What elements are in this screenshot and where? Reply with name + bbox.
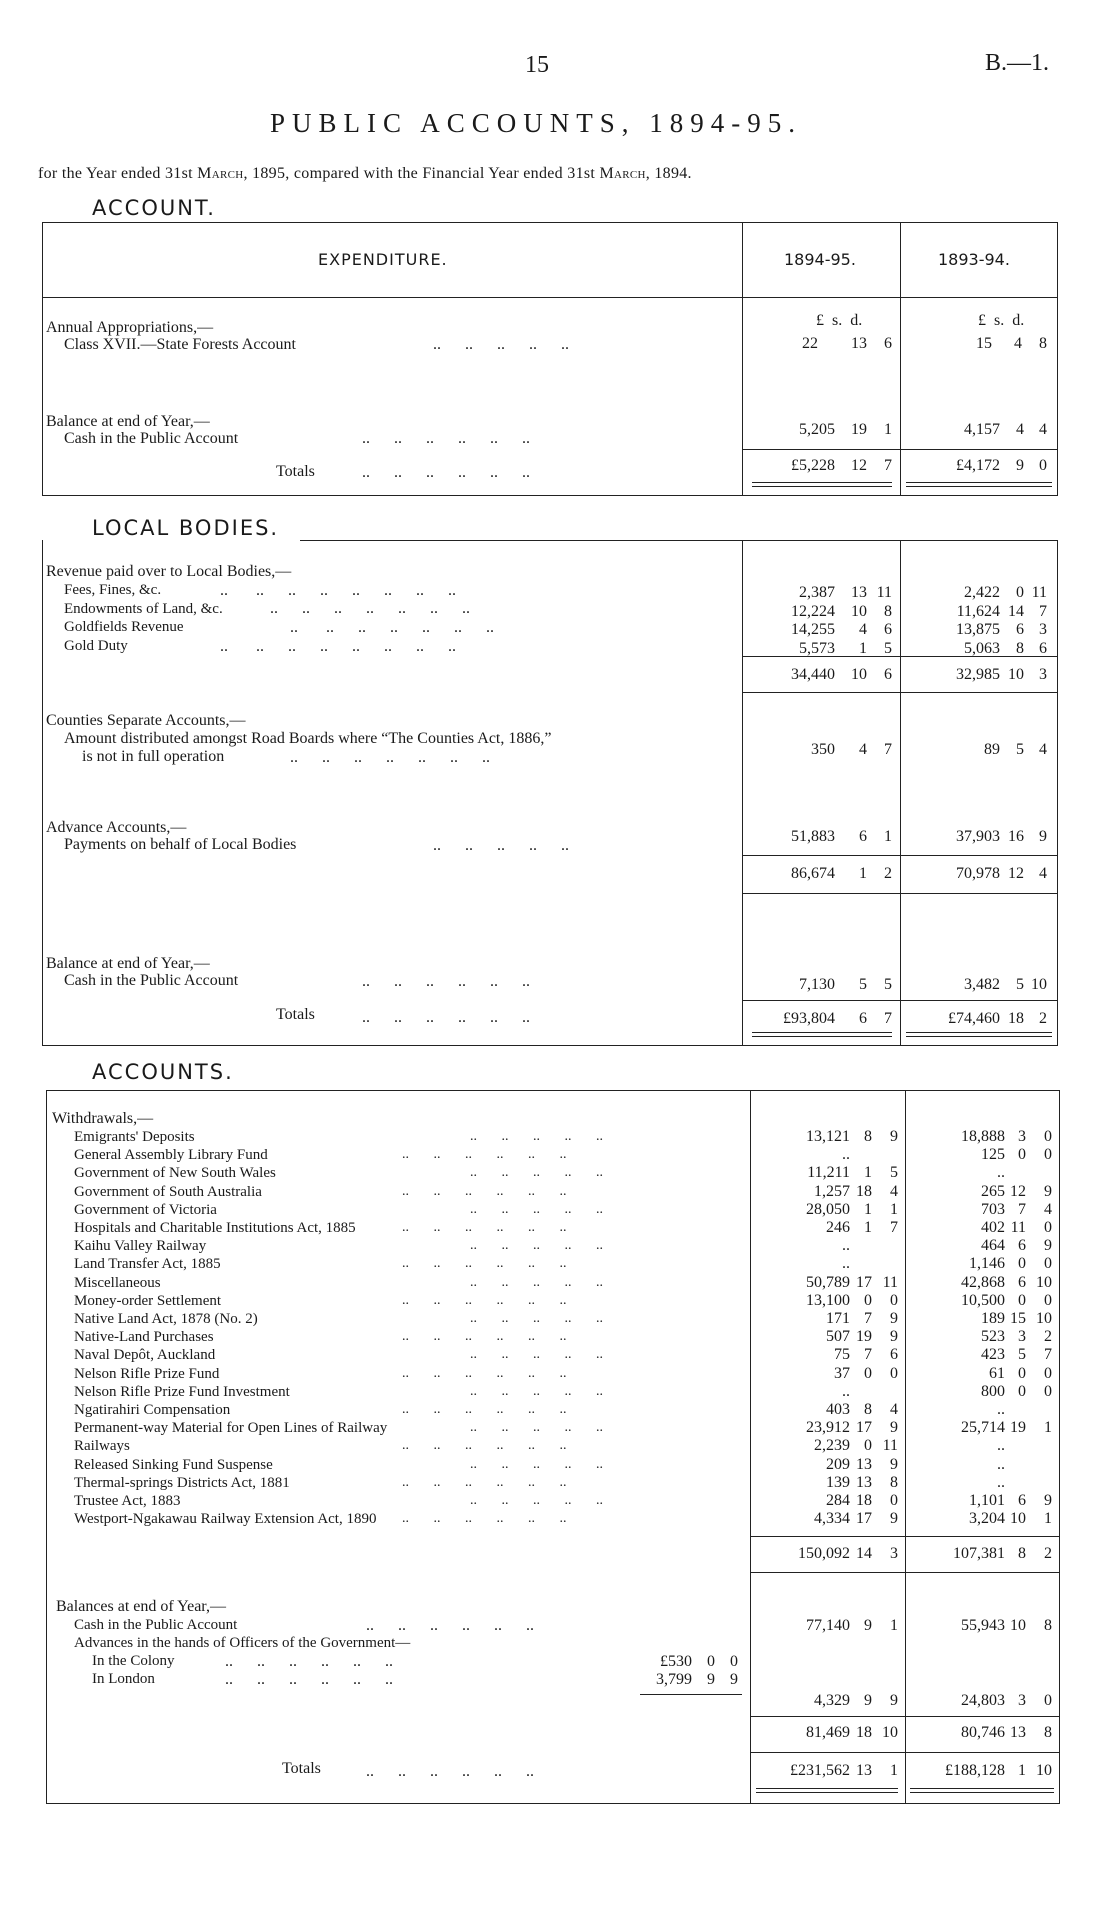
leader-dots: .. .. .. .. .. .. [362, 973, 530, 990]
amount-distributed-label: Amount distributed amongst Road Boards where “The Counties Act, 1886,” [64, 730, 552, 747]
leader-dots: .. .. .. .. .. .. [362, 430, 530, 447]
leader-dots: .. .. .. .. .. .. [402, 1292, 567, 1308]
balance-label: Balance at end of Year,— [46, 413, 210, 430]
leader-dots: .. .. .. .. .. [470, 1274, 603, 1290]
leader-dots: .. .. .. .. .. .. .. .. [220, 582, 456, 599]
withdrawal-row-label: Thermal-springs Districts Act, 1881 [74, 1474, 290, 1491]
totals-label: Totals [276, 463, 315, 480]
revenue-row-label: Gold Duty [64, 638, 128, 654]
leader-dots: .. .. .. .. .. [470, 1347, 603, 1363]
leader-dots: .. .. .. .. .. .. .. .. [220, 638, 456, 655]
annual-appropriations-label: Annual Appropriations,— [46, 319, 214, 336]
section-heading-account: ACCOUNT. [92, 196, 216, 220]
leader-dots: .. .. .. .. .. .. [225, 1671, 393, 1688]
withdrawal-row-label: Kaihu Valley Railway [74, 1238, 207, 1255]
page-number: 15 [525, 52, 549, 78]
in-london-label: In London [92, 1671, 155, 1687]
counties-label: Counties Separate Accounts,— [46, 712, 246, 729]
withdrawal-row-label: Government of Victoria [74, 1201, 217, 1218]
column-header-expenditure: EXPENDITURE. [318, 250, 448, 269]
revenue-row-label: Fees, Fines, &c. [64, 582, 162, 598]
leader-dots: .. .. .. .. .. .. .. [290, 749, 490, 766]
subtitle-mid: , 1895, compared with the Financial Year ended 31st [243, 165, 600, 182]
balances-label: Balances at end of Year,— [56, 1598, 226, 1615]
leader-dots: .. .. .. .. .. .. [402, 1183, 567, 1199]
withdrawal-row-label: Released Sinking Fund Suspense [74, 1456, 273, 1473]
withdrawal-row-label: Trustee Act, 1883 [74, 1493, 181, 1509]
subtitle-march-2: March [599, 165, 646, 182]
withdrawal-row-label: Miscellaneous [74, 1274, 161, 1291]
leader-dots: .. .. .. .. .. .. [366, 1617, 534, 1634]
cash-label: Cash in the Public Account [64, 972, 239, 989]
in-the-colony-label: In the Colony [92, 1653, 175, 1669]
leader-dots: .. .. .. .. .. .. [402, 1402, 567, 1417]
withdrawal-row-label: Westport-Ngakawau Railway Extension Act, 1890 [74, 1511, 377, 1528]
leader-dots: .. .. .. .. .. [470, 1238, 603, 1254]
leader-dots: .. .. .. .. .. [470, 1493, 603, 1508]
currency-units-b: £ s. d. [978, 312, 1025, 329]
leader-dots: .. .. .. .. .. [470, 1129, 603, 1144]
withdrawal-row-label: Native Land Act, 1878 (No. 2) [74, 1311, 258, 1327]
withdrawal-row-label: General Assembly Library Fund [74, 1147, 268, 1164]
leader-dots: .. .. .. .. .. .. [366, 1763, 534, 1780]
not-in-full-operation-label: is not in full operation [82, 748, 225, 765]
withdrawal-row-label: Nelson Rifle Prize Fund [74, 1365, 220, 1382]
leader-dots: .. .. .. .. .. .. [402, 1220, 567, 1235]
withdrawal-row-label: Emigrants' Deposits [74, 1129, 195, 1145]
leader-dots: .. .. .. .. .. [470, 1201, 603, 1217]
withdrawals-label: Withdrawals,— [52, 1110, 154, 1127]
withdrawal-row-label: Naval Depôt, Auckland [74, 1347, 216, 1364]
leader-dots: .. .. .. .. .. .. .. [270, 600, 470, 617]
leader-dots: .. .. .. .. .. [470, 1456, 603, 1472]
leader-dots: .. .. .. .. .. [470, 1383, 603, 1399]
leader-dots: .. .. .. .. .. .. [402, 1147, 567, 1163]
class-xvii-label: Class XVII.—State Forests Account [64, 336, 296, 353]
withdrawal-row-label: Native-Land Purchases [74, 1329, 214, 1346]
leader-dots: .. .. .. .. .. [470, 1420, 603, 1436]
withdrawal-row-label: Hospitals and Charitable Institutions Act, 1885 [74, 1220, 356, 1236]
leader-dots: .. .. .. .. .. .. [362, 1009, 530, 1026]
totals-label: Totals [282, 1760, 321, 1777]
leader-dots: .. .. .. .. .. .. [402, 1256, 567, 1272]
balance-label: Balance at end of Year,— [46, 955, 210, 972]
withdrawal-row-label: Nelson Rifle Prize Fund Investment [74, 1383, 290, 1400]
column-header-1894-95: 1894-95. [784, 250, 856, 269]
advance-accounts-label: Advance Accounts,— [46, 819, 187, 836]
leader-dots: .. .. .. .. .. .. [402, 1511, 567, 1527]
leader-dots: .. .. .. .. .. .. [225, 1653, 393, 1670]
advances-label: Advances in the hands of Officers of the Government— [74, 1635, 411, 1651]
withdrawal-row-label: Government of South Australia [74, 1183, 262, 1200]
cash-label: Cash in the Public Account [64, 430, 239, 447]
leader-dots: .. .. .. .. .. .. [402, 1329, 567, 1345]
page-subtitle [38, 165, 692, 183]
leader-dots: .. .. .. .. .. .. .. [290, 619, 494, 636]
revenue-label: Revenue paid over to Local Bodies,— [46, 563, 292, 580]
cash-label: Cash in the Public Account [74, 1617, 238, 1633]
withdrawal-row-label: Permanent-way Material for Open Lines of Railway [74, 1420, 388, 1437]
leader-dots: .. .. .. .. .. [433, 837, 569, 854]
subtitle-end: , 1894. [645, 165, 692, 182]
section-heading-local-bodies: LOCAL BODIES. [92, 516, 280, 540]
page-title: PUBLIC ACCOUNTS, 1894-95. [270, 108, 803, 138]
column-header-1893-94: 1893-94. [938, 250, 1010, 269]
withdrawal-row-label: Money-order Settlement [74, 1292, 222, 1309]
withdrawal-row-label: Railways [74, 1438, 130, 1455]
document-reference: B.—1. [985, 50, 1050, 76]
leader-dots: .. .. .. .. .. [470, 1311, 603, 1326]
withdrawal-row-label: Ngatirahiri Compensation [74, 1402, 231, 1418]
leader-dots: .. .. .. .. .. .. [402, 1365, 567, 1381]
leader-dots: .. .. .. .. .. [470, 1165, 603, 1181]
leader-dots: .. .. .. .. .. .. [402, 1474, 567, 1490]
revenue-row-label: Endowments of Land, &c. [64, 601, 223, 617]
leader-dots: .. .. .. .. .. .. [362, 464, 530, 481]
revenue-row-label: Goldfields Revenue [64, 619, 184, 635]
section-heading-accounts: ACCOUNTS. [92, 1060, 234, 1084]
withdrawal-row-label: Government of New South Wales [74, 1165, 276, 1182]
currency-units-a: £ s. d. [816, 312, 863, 329]
leader-dots: .. .. .. .. .. [433, 336, 569, 353]
withdrawal-row-label: Land Transfer Act, 1885 [74, 1256, 221, 1273]
subtitle-pre: for the Year ended 31st [38, 165, 198, 182]
totals-label: Totals [276, 1006, 315, 1023]
leader-dots: .. .. .. .. .. .. [402, 1438, 567, 1454]
subtitle-march-1: March [197, 165, 244, 182]
payments-label: Payments on behalf of Local Bodies [64, 836, 297, 853]
account-table [42, 222, 1058, 496]
